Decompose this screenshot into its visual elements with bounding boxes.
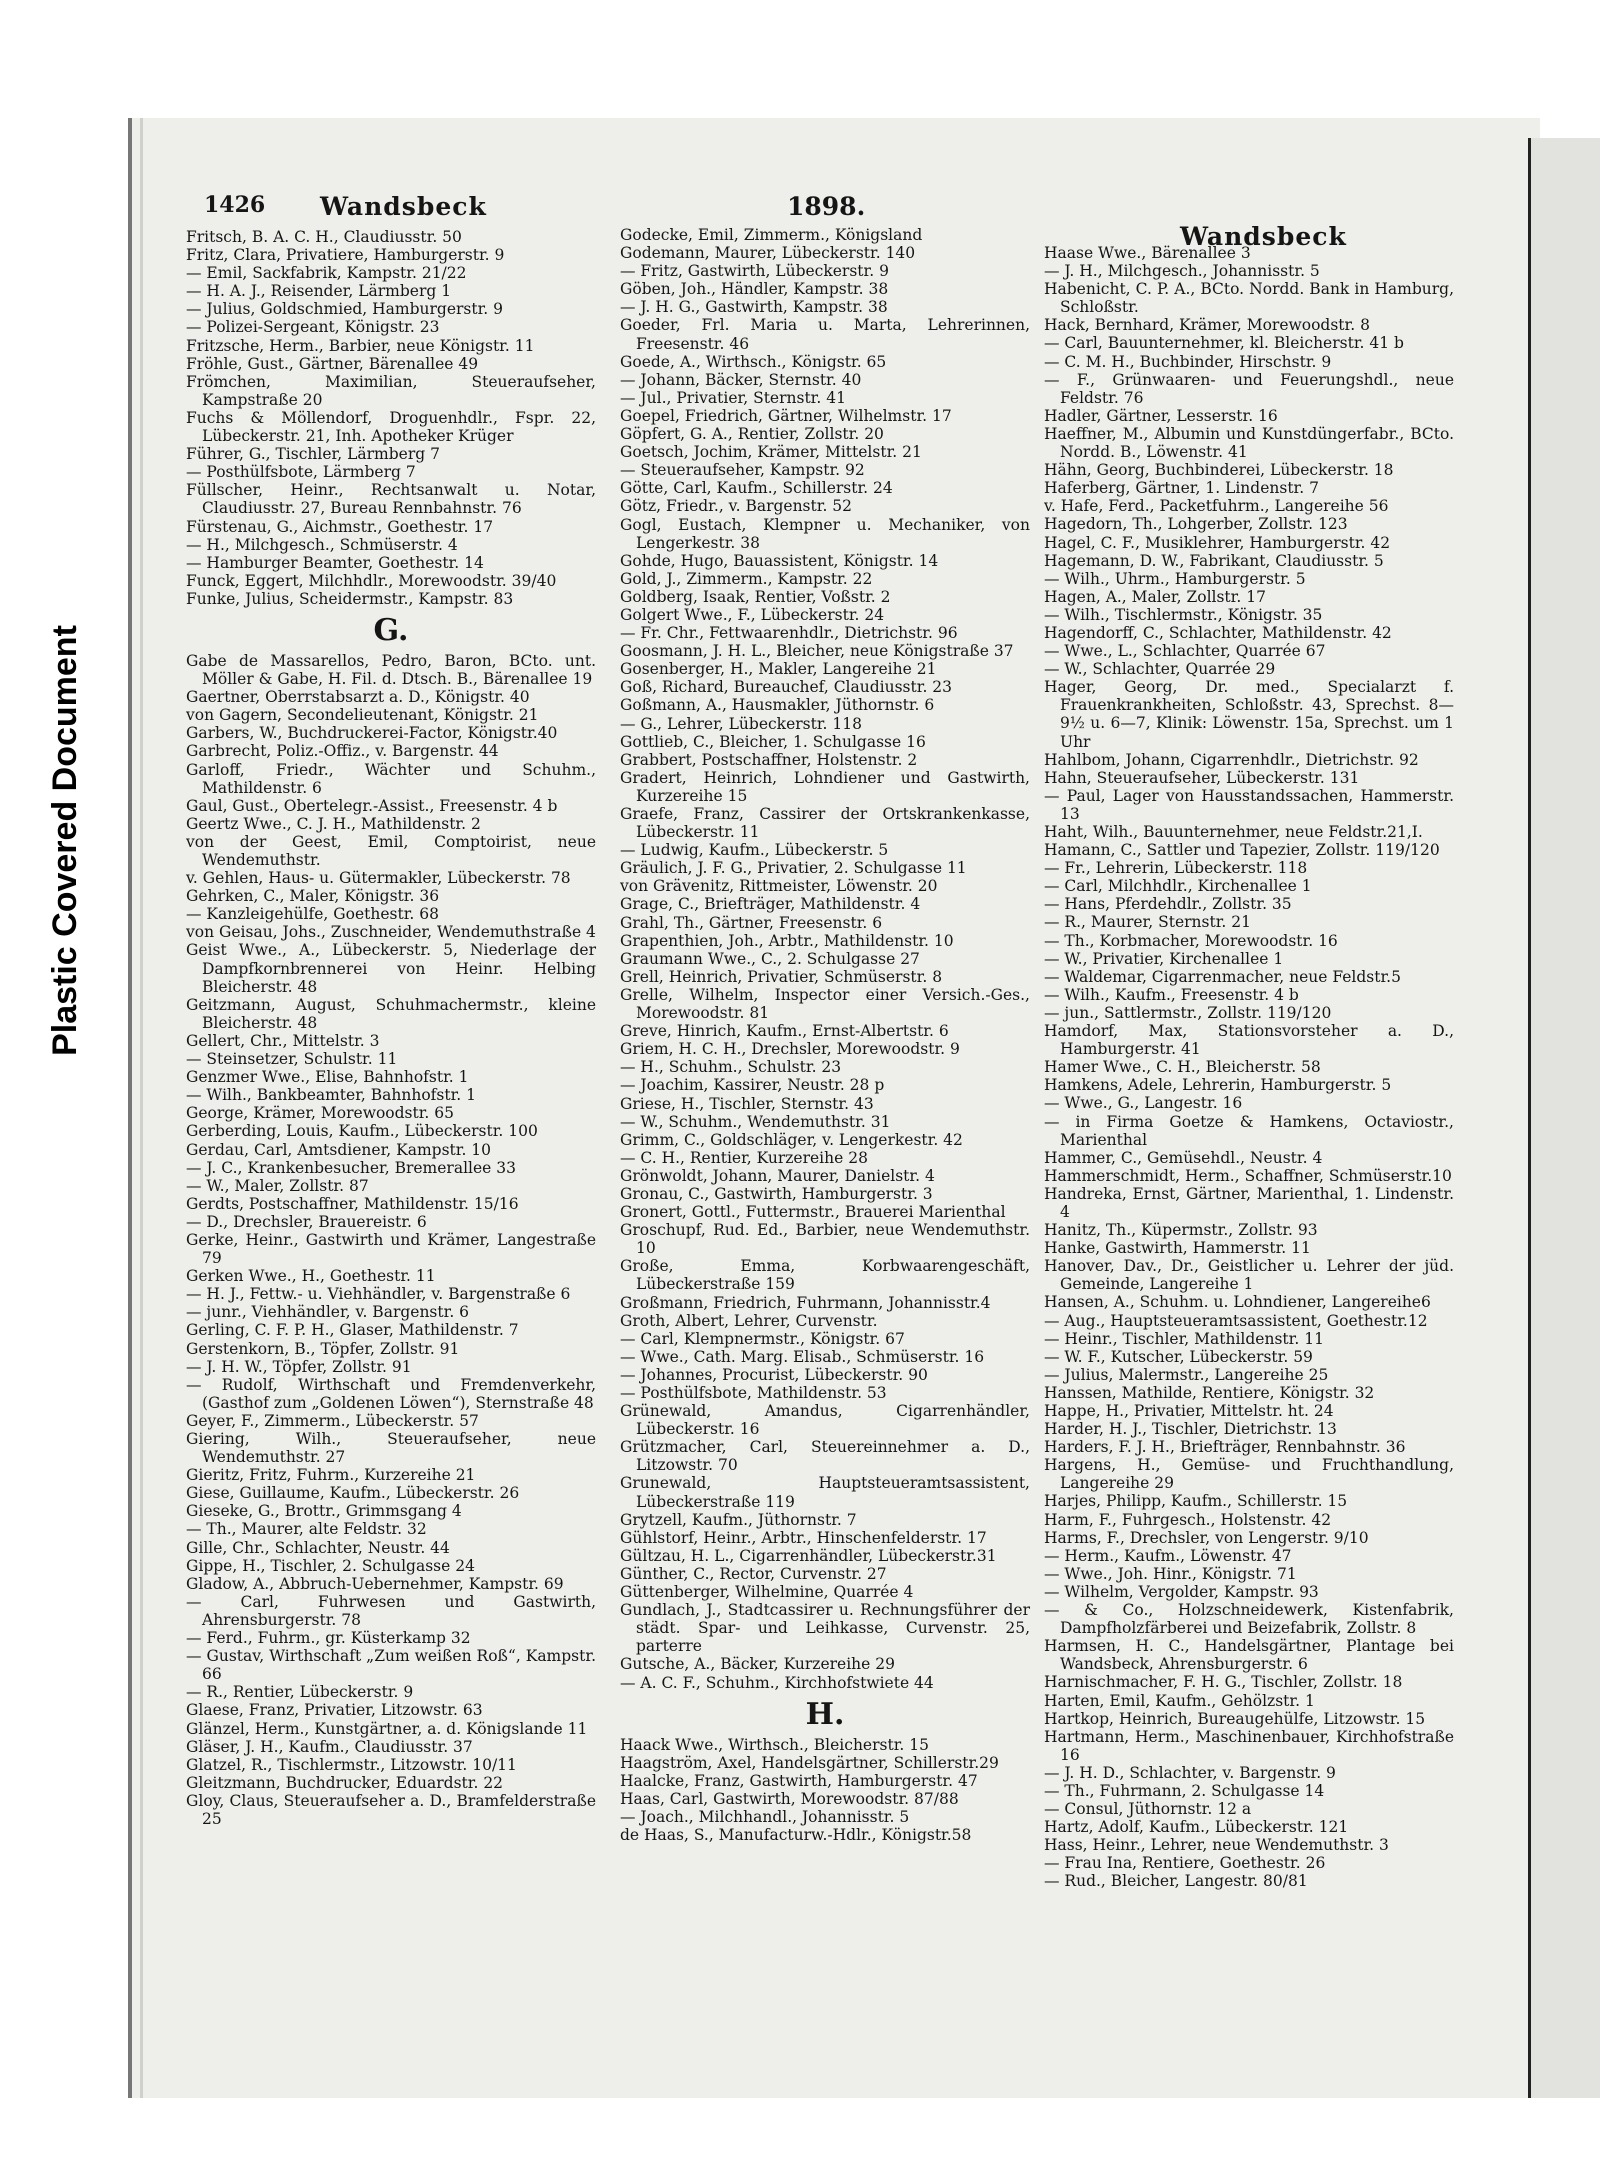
directory-entry: Gronau, C., Gastwirth, Hamburgerstr. 3 (620, 1184, 933, 1203)
directory-entry: — Carl, Bauunternehmer, kl. Bleicherstr. 41 b (1044, 334, 1404, 353)
directory-entry: Große, Emma, Korbwaarengeschäft, Lübeckerstraße 159 (620, 1257, 1030, 1294)
directory-entry: Graefe, Franz, Cassirer der Ortskrankenkasse, Lübeckerstr. 11 (620, 805, 1030, 842)
directory-entry: Götz, Friedr., v. Bargenstr. 52 (620, 497, 853, 516)
directory-entry: Gerke, Heinr., Gastwirth und Krämer, Langestraße 79 (186, 1230, 596, 1268)
directory-entry: von der Geest, Emil, Comptoirist, neue Wendemuthstr. (186, 832, 596, 869)
directory-entry: — Aug., Hauptsteueramtsassistent, Goethestr.12 (1044, 1311, 1428, 1330)
directory-entry: Günther, C., Rector, Curvenstr. 27 (620, 1564, 887, 1583)
directory-entry: — J. H. W., Töpfer, Zollstr. 91 (186, 1357, 412, 1376)
directory-entry: — C. H., Rentier, Kurzereihe 28 (620, 1148, 868, 1167)
directory-entry: — Rudolf, Wirthschaft und Fremdenverkehr, (Gasthof zum „Goldenen Löwen“), Sternstraße 48 (186, 1375, 596, 1412)
directory-page (128, 118, 1540, 2098)
directory-entry: Hähn, Georg, Buchbinderei, Lübeckerstr. 18 (1044, 461, 1394, 480)
directory-entry: — Wilh., Kaufm., Freesenstr. 4 b (1044, 985, 1299, 1004)
directory-entry: Haht, Wilh., Bauunternehmer, neue Feldstr.21,I. (1044, 823, 1423, 841)
header-town-right: Wandsbeck (1180, 222, 1347, 251)
section-letter: H. (805, 1696, 845, 1732)
directory-entry: — H. A. J., Reisender, Lärmberg 1 (186, 282, 452, 301)
directory-entry: Hanke, Gastwirth, Hammerstr. 11 (1044, 1239, 1311, 1258)
directory-entry: — Heinr., Tischler, Mathildenstr. 11 (1044, 1329, 1324, 1348)
directory-entry: — junr., Viehhändler, v. Bargenstr. 6 (186, 1303, 470, 1322)
directory-entry: — R., Maurer, Sternstr. 21 (1044, 913, 1251, 932)
directory-entry: — Emil, Sackfabrik, Kampstr. 21/22 (186, 264, 467, 283)
directory-entry: Goosmann, J. H. L., Bleicher, neue Königstraße 37 (620, 642, 1014, 661)
directory-entry: Gerberding, Louis, Kaufm., Lübeckerstr. 100 (186, 1122, 538, 1141)
directory-entry: Hagemann, D. W., Fabrikant, Claudiusstr. 5 (1044, 551, 1384, 570)
directory-entry: Hadler, Gärtner, Lesserstr. 16 (1044, 406, 1278, 425)
directory-entry: Hamdorf, Max, Stationsvorsteher a. D., Hamburgerstr. 41 (1044, 1022, 1454, 1059)
directory-entry: Greve, Hinrich, Kaufm., Ernst-Albertstr. 6 (620, 1022, 949, 1041)
directory-entry: — G., Lehrer, Lübeckerstr. 118 (620, 714, 862, 733)
directory-entry: Gläser, J. H., Kaufm., Claudiusstr. 37 (186, 1737, 473, 1756)
directory-entry: — Carl, Klempnermstr., Königstr. 67 (620, 1329, 905, 1348)
directory-entry: — Steinsetzer, Schulstr. 11 (186, 1050, 398, 1069)
directory-entry: — Kanzleigehülfe, Goethestr. 68 (186, 905, 440, 924)
directory-entry: Groschupf, Rud. Ed., Barbier, neue Wendemuthstr. 10 (620, 1221, 1030, 1258)
directory-entry: Gerken Wwe., H., Goethestr. 11 (186, 1267, 436, 1286)
header-town-left: Wandsbeck (320, 192, 487, 221)
directory-entry: Grelle, Wilhelm, Inspector einer Versich.-Ges., Morewoodstr. 81 (620, 985, 1030, 1023)
directory-entry: Füllscher, Heinr., Rechtsanwalt u. Notar, Claudiusstr. 27, Bureau Rennbahnstr. 76 (186, 481, 596, 518)
directory-entry: Gerdts, Postschaffner, Mathildenstr. 15/16 (186, 1194, 519, 1213)
directory-entry: Gehrken, C., Maler, Königstr. 36 (186, 887, 440, 906)
directory-entry: — J. H., Milchgesch., Johannisstr. 5 (1044, 262, 1320, 281)
directory-entry: Gerling, C. F. P. H., Glaser, Mathildenstr. 7 (186, 1321, 519, 1340)
directory-entry: Hamer Wwe., C. H., Bleicherstr. 58 (1044, 1058, 1321, 1077)
directory-entry: Gräulich, J. F. G., Privatier, 2. Schulgasse 11 (620, 859, 967, 878)
directory-entry: — Wwe., Cath. Marg. Elisab., Schmüserstr. 16 (620, 1347, 985, 1366)
directory-entry: Grimm, C., Goldschläger, v. Lengerkestr. 42 (620, 1130, 963, 1149)
directory-entry: Göpfert, G. A., Rentier, Zollstr. 20 (620, 425, 884, 444)
directory-entry: Gladow, A., Abbruch-Uebernehmer, Kampstr. 69 (186, 1574, 564, 1593)
directory-entry: Fritzsche, Herm., Barbier, neue Königstr. 11 (186, 336, 535, 355)
directory-entry: — Wwe., Joh. Hinr., Königstr. 71 (1044, 1564, 1297, 1583)
directory-entry: — J. C., Krankenbesucher, Bremerallee 33 (186, 1158, 516, 1177)
directory-entry: Hagen, A., Maler, Zollstr. 17 (1044, 587, 1266, 606)
directory-entry: Hanssen, Mathilde, Rentiere, Königstr. 32 (1044, 1383, 1375, 1402)
directory-entry: — Gustav, Wirthschaft „Zum weißen Roß“, Kampstr. 66 (186, 1647, 596, 1684)
directory-entry: — W., Schlachter, Quarrée 29 (1044, 660, 1276, 679)
directory-entry: — Wwe., G., Langestr. 16 (1044, 1094, 1243, 1113)
directory-entry: Goeder, Frl. Maria u. Marta, Lehrerinnen, Freesenstr. 46 (620, 316, 1030, 353)
directory-entry: — Fr., Lehrerin, Lübeckerstr. 118 (1044, 859, 1308, 878)
directory-entry: Hager, Georg, Dr. med., Specialarzt f. Frauenkrankheiten, Schloßstr. 43, Sprechst. 8—9½ u. 6—7, Klinik: Löwenstr. 15a, Sprechst. um 1 Uhr (1044, 678, 1454, 751)
directory-entry: Hagendorff, C., Schlachter, Mathildenstr. 42 (1044, 623, 1392, 642)
directory-entry: — Carl, Milchhdlr., Kirchenallee 1 (1044, 877, 1312, 896)
directory-entry: Gerdau, Carl, Amtsdiener, Kampstr. 10 (186, 1140, 492, 1159)
directory-entry: Hahn, Steueraufseher, Lübeckerstr. 131 (1044, 768, 1360, 787)
directory-entry: Funke, Julius, Scheidermstr., Kampstr. 83 (186, 589, 514, 608)
directory-entry: Gültzau, H. L., Cigarrenhändler, Lübeckerstr.31 (620, 1546, 997, 1565)
directory-entry: — Fr. Chr., Fettwaarenhdlr., Dietrichstr. 96 (620, 624, 958, 643)
directory-entry: Glaese, Franz, Privatier, Litzowstr. 63 (186, 1701, 483, 1720)
directory-entry: Grytzell, Kaufm., Jüthornstr. 7 (620, 1510, 857, 1529)
directory-entry: Gaertner, Oberrstabsarzt a. D., Königstr. 40 (186, 688, 530, 707)
directory-entry: Hargens, H., Gemüse- und Fruchthandlung, Langereihe 29 (1044, 1456, 1454, 1493)
directory-entry: Gloy, Claus, Steueraufseher a. D., Bramfelderstraße 25 (186, 1791, 596, 1828)
directory-entry: Harders, F. J. H., Briefträger, Rennbahnstr. 36 (1044, 1438, 1406, 1457)
directory-entry: Fröhle, Gust., Gärtner, Bärenallee 49 (186, 354, 479, 373)
directory-entry: Fritz, Clara, Privatiere, Hamburgerstr. 9 (186, 246, 505, 265)
directory-entry: Goldberg, Isaak, Rentier, Voßstr. 2 (620, 587, 891, 606)
directory-entry: Happe, H., Privatier, Mittelstr. ht. 24 (1044, 1402, 1334, 1420)
directory-entry: — Th., Fuhrmann, 2. Schulgasse 14 (1044, 1781, 1325, 1800)
directory-entry: — A. C. F., Schuhm., Kirchhofstwiete 44 (620, 1673, 934, 1692)
directory-entry: Hamann, C., Sattler und Tapezier, Zollstr. 119/120 (1044, 841, 1440, 860)
directory-entry: Goßmann, A., Hausmakler, Jüthornstr. 6 (620, 696, 935, 715)
directory-entry: — J. H. G., Gastwirth, Kampstr. 38 (620, 298, 888, 317)
page-number: 1426 (204, 192, 266, 218)
directory-entry: Hack, Bernhard, Krämer, Morewoodstr. 8 (1044, 316, 1370, 335)
directory-entry: Gosenberger, H., Makler, Langereihe 21 (620, 660, 937, 679)
directory-entry: — Wwe., L., Schlachter, Quarrée 67 (1044, 642, 1326, 661)
directory-entry: — Julius, Malermstr., Langereihe 25 (1044, 1365, 1329, 1384)
directory-entry: Gerstenkorn, B., Töpfer, Zollstr. 91 (186, 1339, 460, 1358)
directory-entry: Harms, F., Drechsler, von Lengerstr. 9/10 (1044, 1528, 1369, 1547)
page-spine-shadow (140, 118, 143, 2098)
directory-entry: Gold, J., Zimmerm., Kampstr. 22 (620, 569, 873, 588)
header-year: 1898. (787, 192, 866, 221)
directory-entry: Führer, G., Tischler, Lärmberg 7 (186, 445, 440, 464)
directory-entry: von Geisau, Johs., Zuschneider, Wendemuthstraße 4 (186, 923, 596, 942)
directory-entry: Gleitzmann, Buchdrucker, Eduardstr. 22 (186, 1773, 504, 1792)
directory-entry: — in Firma Goetze & Hamkens, Octaviostr., Marienthal (1044, 1112, 1454, 1149)
directory-entry: Frömchen, Maximilian, Steueraufseher, Kampstraße 20 (186, 372, 596, 409)
directory-entry: — Wilhelm, Vergolder, Kampstr. 93 (1044, 1582, 1319, 1601)
directory-entry: Gieritz, Fritz, Fuhrm., Kurzereihe 21 (186, 1466, 476, 1485)
directory-entry: Grell, Heinrich, Privatier, Schmüserstr. 8 (620, 967, 943, 986)
directory-entry: — Hans, Pferdehdlr., Zollstr. 35 (1044, 895, 1292, 914)
directory-column-2 (620, 226, 1030, 1844)
directory-entry: Güttenberger, Wilhelmine, Quarrée 4 (620, 1583, 914, 1602)
directory-entry: Hamkens, Adele, Lehrerin, Hamburgerstr. 5 (1044, 1076, 1392, 1095)
directory-entry: Harder, H. J., Tischler, Dietrichstr. 13 (1044, 1420, 1337, 1439)
directory-entry: Großmann, Friedrich, Fuhrmann, Johannisstr.4 (620, 1293, 991, 1312)
directory-entry: — W., Maler, Zollstr. 87 (186, 1176, 369, 1195)
directory-entry: Gippe, H., Tischler, 2. Schulgasse 24 (186, 1556, 475, 1575)
directory-entry: Gutsche, A., Bäcker, Kurzereihe 29 (620, 1655, 895, 1674)
directory-entry: — Joach., Milchhandl., Johannisstr. 5 (620, 1807, 910, 1826)
directory-entry: — Wilh., Tischlermstr., Königstr. 35 (1044, 605, 1323, 624)
directory-entry: Glänzel, Herm., Kunstgärtner, a. d. Königslande 11 (186, 1719, 588, 1738)
directory-entry: Hartkop, Heinrich, Bureaugehülfe, Litzowstr. 15 (1044, 1709, 1426, 1728)
directory-entry: Haagström, Axel, Handelsgärtner, Schillerstr.29 (620, 1753, 999, 1772)
directory-entry: Golgert Wwe., F., Lübeckerstr. 24 (620, 605, 885, 624)
directory-entry: Gellert, Chr., Mittelstr. 3 (186, 1031, 380, 1050)
directory-entry: — Fritz, Gastwirth, Lübeckerstr. 9 (620, 262, 889, 281)
directory-entry: — Herm., Kaufm., Löwenstr. 47 (1044, 1546, 1292, 1565)
directory-entry: Hass, Heinr., Lehrer, neue Wendemuthstr. 3 (1044, 1836, 1389, 1855)
directory-entry: Haack Wwe., Wirthsch., Bleicherstr. 15 (620, 1735, 929, 1754)
directory-entry: Glatzel, R., Tischlermstr., Litzowstr. 10/11 (186, 1755, 517, 1774)
directory-entry: Garloff, Friedr., Wächter und Schuhm., Mathildenstr. 6 (186, 760, 596, 797)
directory-entry: Hartz, Adolf, Kaufm., Lübeckerstr. 121 (1044, 1818, 1349, 1837)
directory-entry: Gohde, Hugo, Bauassistent, Königstr. 14 (620, 551, 939, 570)
directory-entry: — Polizei-Sergeant, Königstr. 23 (186, 318, 440, 337)
directory-entry: — Th., Maurer, alte Feldstr. 32 (186, 1520, 427, 1539)
directory-entry: — F., Grünwaaren- und Feuerungshdl., neue Feldstr. 76 (1044, 370, 1454, 407)
directory-entry: Grünewald, Amandus, Cigarrenhändler, Lübeckerstr. 16 (620, 1402, 1030, 1439)
directory-entry: — H. J., Fettw.- u. Viehhändler, v. Bargenstraße 6 (186, 1285, 571, 1304)
directory-entry: Gronert, Gottl., Futtermstr., Brauerei Marienthal (620, 1203, 1006, 1222)
directory-entry: — C. M. H., Buchbinder, Hirschstr. 9 (1044, 352, 1332, 371)
directory-entry: — jun., Sattlermstr., Zollstr. 119/120 (1044, 1003, 1332, 1022)
directory-entry: Haalcke, Franz, Gastwirth, Hamburgerstr. 47 (620, 1771, 978, 1790)
directory-entry: von Gagern, Secondelieutenant, Königstr. 21 (186, 706, 539, 725)
directory-entry: Hagel, C. F., Musiklehrer, Hamburgerstr. 42 (1044, 533, 1391, 552)
directory-entry: Goede, A., Wirthsch., Königstr. 65 (620, 352, 887, 371)
directory-entry: — D., Drechsler, Brauereistr. 6 (186, 1212, 427, 1231)
directory-entry: Harnischmacher, F. H. G., Tischler, Zollstr. 18 (1044, 1673, 1403, 1692)
directory-entry: Gogl, Eustach, Klempner u. Mechaniker, von Lengerkestr. 38 (620, 515, 1030, 552)
directory-entry: Haase Wwe., Bärenallee 3 (1044, 244, 1251, 262)
directory-entry: Göben, Joh., Händler, Kampstr. 38 (620, 280, 889, 299)
directory-entry: — H., Schuhm., Schulstr. 23 (620, 1058, 842, 1077)
directory-entry: — Consul, Jüthornstr. 12 a (1044, 1800, 1252, 1819)
directory-entry: Harmsen, H. C., Handelsgärtner, Plantage bei Wandsbeck, Ahrensburgerstr. 6 (1044, 1637, 1454, 1674)
directory-entry: — J. H. D., Schlachter, v. Bargenstr. 9 (1044, 1763, 1336, 1782)
directory-entry: Geist Wwe., A., Lübeckerstr. 5, Niederlage der Dampfkornbrennerei von Heinr. Helbing Bleicherstr. 48 (186, 941, 596, 996)
directory-entry: — W., Schuhm., Wendemuthstr. 31 (620, 1112, 891, 1131)
directory-entry: — Joachim, Kassirer, Neustr. 28 p (620, 1076, 885, 1095)
directory-entry: v. Gehlen, Haus- u. Gütermakler, Lübeckerstr. 78 (186, 869, 571, 888)
directory-entry: — Wilh., Uhrm., Hamburgerstr. 5 (1044, 569, 1306, 588)
directory-entry: Gühlstorf, Heinr., Arbtr., Hinschenfelderstr. 17 (620, 1528, 987, 1547)
directory-entry: Hahlbom, Johann, Cigarrenhdlr., Dietrichstr. 92 (1044, 750, 1419, 769)
directory-entry: — Wilh., Bankbeamter, Bahnhofstr. 1 (186, 1086, 477, 1105)
directory-entry: — Jul., Privatier, Sternstr. 41 (620, 388, 846, 407)
directory-entry: — & Co., Holzschneidewerk, Kistenfabrik, Dampfholzfärberei und Beizefabrik, Zollstr. 8 (1044, 1601, 1454, 1638)
directory-entry: Harjes, Philipp, Kaufm., Schillerstr. 15 (1044, 1492, 1348, 1511)
directory-entry: Goß, Richard, Bureauchef, Claudiusstr. 23 (620, 678, 953, 697)
directory-entry: Haeffner, M., Albumin und Kunstdüngerfabr., BCto. Nordd. B., Löwenstr. 41 (1044, 424, 1454, 462)
directory-entry: Griese, H., Tischler, Sternstr. 43 (620, 1094, 874, 1113)
directory-entry: Haas, Carl, Gastwirth, Morewoodstr. 87/88 (620, 1789, 959, 1808)
directory-entry: Grönwoldt, Johann, Maurer, Danielstr. 4 (620, 1166, 935, 1185)
directory-entry: — Ferd., Fuhrm., gr. Küsterkamp 32 (186, 1629, 471, 1648)
directory-entry: Graumann Wwe., C., 2. Schulgasse 27 (620, 949, 920, 968)
directory-entry: — Paul, Lager von Hausstandssachen, Hammerstr. 13 (1044, 786, 1454, 823)
adjacent-page-edge (1528, 138, 1600, 2098)
directory-column-1 (186, 228, 596, 1828)
directory-entry: Gaul, Gust., Obertelegr.-Assist., Freesenstr. 4 b (186, 796, 558, 815)
directory-entry: Hanover, Dav., Dr., Geistlicher u. Lehrer der jüd. Gemeinde, Langereihe 1 (1044, 1257, 1454, 1294)
directory-entry: Geitzmann, August, Schuhmachermstr., kleine Bleicherstr. 48 (186, 995, 596, 1032)
directory-entry: — Rud., Bleicher, Langestr. 80/81 (1044, 1872, 1308, 1891)
directory-entry: Godemann, Maurer, Lübeckerstr. 140 (620, 244, 916, 263)
directory-entry: Gottlieb, C., Bleicher, 1. Schulgasse 16 (620, 732, 926, 751)
directory-entry: — Steueraufseher, Kampstr. 92 (620, 461, 865, 480)
directory-entry: Garbers, W., Buchdruckerei-Factor, Königstr.40 (186, 724, 558, 743)
directory-entry: Hammer, C., Gemüsehdl., Neustr. 4 (1044, 1148, 1323, 1167)
directory-entry: von Grävenitz, Rittmeister, Löwenstr. 20 (620, 877, 938, 896)
directory-entry: Hammerschmidt, Herm., Schaffner, Schmüserstr.10 (1044, 1166, 1452, 1185)
directory-entry: Gundlach, J., Stadtcassirer u. Rechnungsführer der städt. Spar- und Leihkasse, Curvenstr. 25, parterre (620, 1601, 1030, 1656)
directory-entry: — Ludwig, Kaufm., Lübeckerstr. 5 (620, 841, 889, 860)
directory-entry: Gradert, Heinrich, Lohndiener und Gastwirth, Kurzereihe 15 (620, 768, 1030, 805)
directory-entry: Geertz Wwe., C. J. H., Mathildenstr. 2 (186, 814, 481, 833)
directory-entry: — W., Privatier, Kirchenallee 1 (1044, 949, 1284, 968)
section-letter: G. (373, 612, 409, 648)
directory-entry: Götte, Carl, Kaufm., Schillerstr. 24 (620, 479, 893, 498)
directory-entry: Garbrecht, Poliz.-Offiz., v. Bargenstr. 44 (186, 742, 499, 761)
directory-entry: — H., Milchgesch., Schmüserstr. 4 (186, 535, 458, 554)
plastic-covered-label (0, 560, 130, 1120)
directory-entry: v. Hafe, Ferd., Packetfuhrm., Langereihe 56 (1044, 497, 1389, 516)
directory-entry: Godecke, Emil, Zimmerm., Königsland (620, 226, 923, 244)
directory-entry: Harm, F., Fuhrgesch., Holstenstr. 42 (1044, 1510, 1332, 1529)
directory-entry: Fürstenau, G., Aichmstr., Goethestr. 17 (186, 517, 494, 536)
directory-entry: — Johannes, Procurist, Lübeckerstr. 90 (620, 1365, 928, 1384)
directory-entry: Grunewald, Hauptsteueramtsassistent, Lübeckerstraße 119 (620, 1474, 1030, 1511)
directory-entry: Hartmann, Herm., Maschinenbauer, Kirchhofstraße 16 (1044, 1727, 1454, 1764)
directory-entry: Haferberg, Gärtner, 1. Lindenstr. 7 (1044, 479, 1319, 498)
directory-entry: — Johann, Bäcker, Sternstr. 40 (620, 370, 862, 389)
directory-entry: — Carl, Fuhrwesen und Gastwirth, Ahrensburgerstr. 78 (186, 1592, 596, 1629)
directory-entry: Genzmer Wwe., Elise, Bahnhofstr. 1 (186, 1068, 469, 1087)
directory-entry: — W. F., Kutscher, Lübeckerstr. 59 (1044, 1347, 1313, 1366)
directory-entry: Grabbert, Postschaffner, Holstenstr. 2 (620, 750, 918, 769)
directory-entry: — Posthülfsbote, Mathildenstr. 53 (620, 1384, 887, 1402)
directory-entry: Goetsch, Jochim, Krämer, Mittelstr. 21 (620, 443, 922, 462)
directory-entry: Groth, Albert, Lehrer, Curvenstr. (620, 1311, 878, 1330)
directory-entry: Geyer, F., Zimmerm., Lübeckerstr. 57 (186, 1411, 479, 1430)
directory-entry: Gabe de Massarellos, Pedro, Baron, BCto. unt. Möller & Gabe, H. Fil. d. Dtsch. B., Bärenallee 19 (186, 651, 596, 689)
directory-entry: Funck, Eggert, Milchhdlr., Morewoodstr. 39/40 (186, 571, 557, 590)
directory-entry: — Posthülfsbote, Lärmberg 7 (186, 463, 416, 482)
directory-entry: Fritsch, B. A. C. H., Claudiusstr. 50 (186, 228, 462, 246)
directory-entry: Hansen, A., Schuhm. u. Lohndiener, Langereihe6 (1044, 1293, 1431, 1312)
directory-column-3 (1044, 244, 1454, 1891)
directory-entry: — Hamburger Beamter, Goethestr. 14 (186, 553, 484, 572)
directory-entry: — Frau Ina, Rentiere, Goethestr. 26 (1044, 1854, 1326, 1873)
directory-entry: Grage, C., Briefträger, Mathildenstr. 4 (620, 895, 921, 914)
directory-entry: Goepel, Friedrich, Gärtner, Wilhelmstr. 17 (620, 406, 952, 425)
directory-entry: de Haas, S., Manufacturw.-Hdlr., Königstr.58 (620, 1826, 972, 1845)
plastic-covered-text: Plastic Covered Document (45, 624, 84, 1056)
directory-entry: Fuchs & Möllendorf, Droguenhdlr., Fspr. 22, Lübeckerstr. 21, Inh. Apotheker Krüger (186, 408, 596, 446)
directory-entry: Gieseke, G., Brottr., Grimmsgang 4 (186, 1502, 462, 1521)
directory-entry: Giering, Wilh., Steueraufseher, neue Wendemuthstr. 27 (186, 1430, 596, 1467)
directory-entry: George, Krämer, Morewoodstr. 65 (186, 1104, 455, 1123)
directory-entry: Hagedorn, Th., Lohgerber, Zollstr. 123 (1044, 515, 1348, 534)
directory-entry: — Waldemar, Cigarrenmacher, neue Feldstr.5 (1044, 967, 1401, 986)
directory-entry: Habenicht, C. P. A., BCto. Nordd. Bank in Hamburg, Schloßstr. (1044, 280, 1454, 317)
directory-entry: Harten, Emil, Kaufm., Gehölzstr. 1 (1044, 1691, 1315, 1710)
directory-entry: Gille, Chr., Schlachter, Neustr. 44 (186, 1538, 450, 1557)
directory-entry: Grahl, Th., Gärtner, Freesenstr. 6 (620, 913, 883, 932)
directory-entry: Handreka, Ernst, Gärtner, Marienthal, 1. Lindenstr. 4 (1044, 1184, 1454, 1221)
directory-entry: — Th., Korbmacher, Morewoodstr. 16 (1044, 931, 1338, 950)
directory-entry: — R., Rentier, Lübeckerstr. 9 (186, 1683, 414, 1702)
directory-entry: Hanitz, Th., Küpermstr., Zollstr. 93 (1044, 1221, 1318, 1240)
directory-entry: Grapenthien, Joh., Arbtr., Mathildenstr. 10 (620, 931, 954, 950)
directory-entry: Grützmacher, Carl, Steuereinnehmer a. D., Litzowstr. 70 (620, 1438, 1030, 1475)
directory-entry: Giese, Guillaume, Kaufm., Lübeckerstr. 26 (186, 1484, 520, 1503)
directory-entry: Griem, H. C. H., Drechsler, Morewoodstr. 9 (620, 1040, 960, 1059)
directory-entry: — Julius, Goldschmied, Hamburgerstr. 9 (186, 300, 504, 319)
